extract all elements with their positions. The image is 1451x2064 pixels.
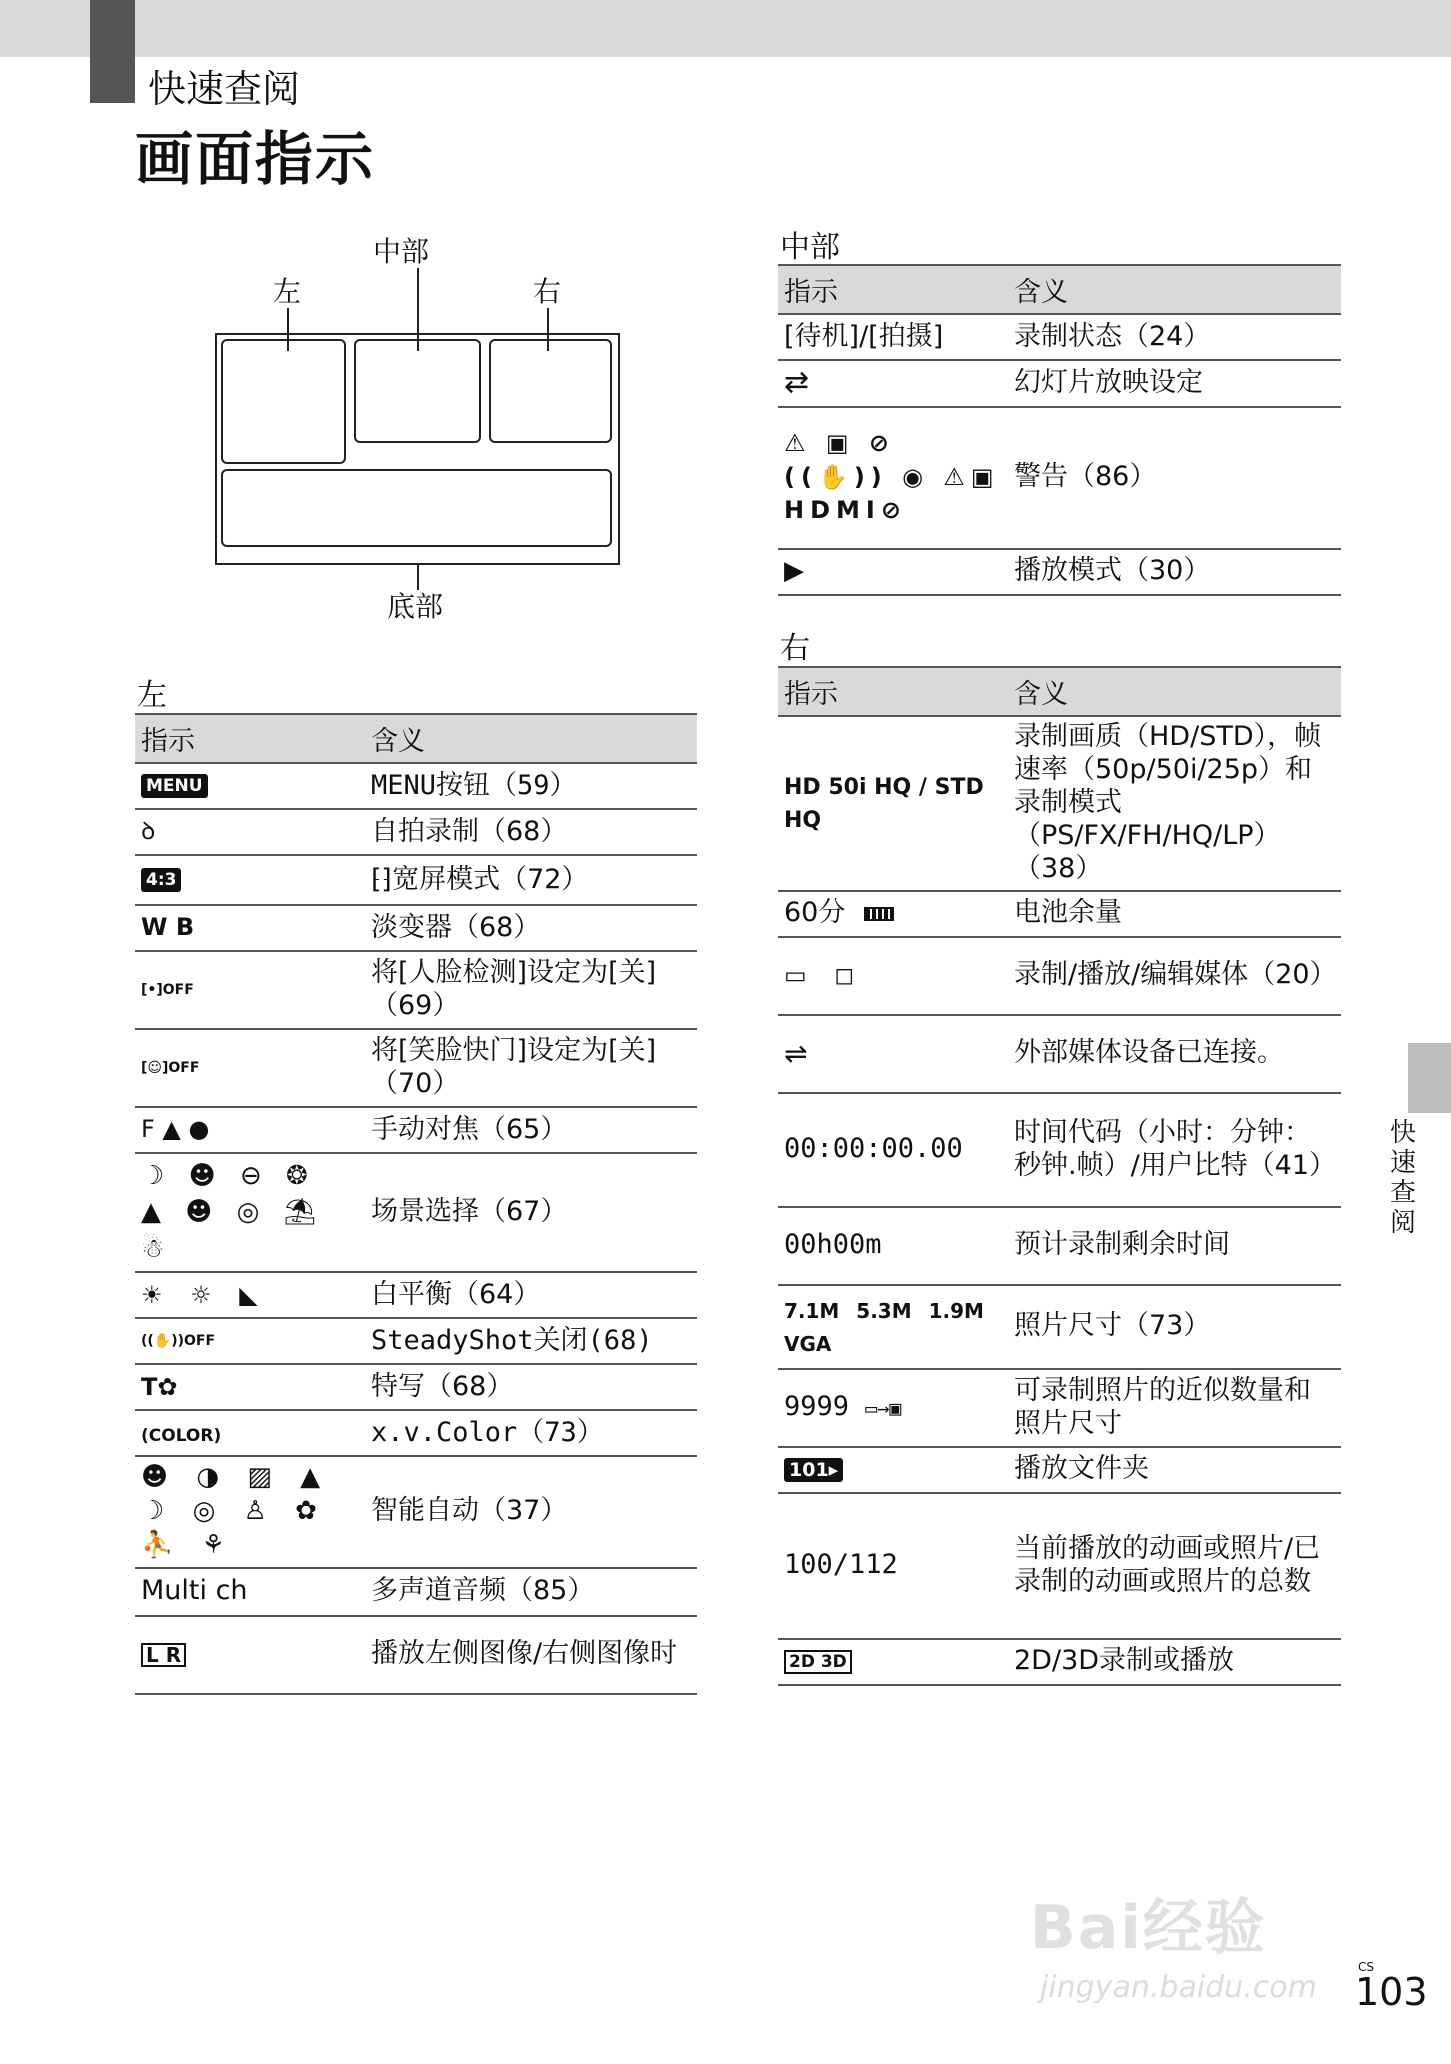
- header-band: [0, 0, 1451, 57]
- col-indicator: 指示: [778, 667, 1008, 716]
- area-center: [354, 339, 481, 443]
- watermark-brand: Bai经验: [1030, 1893, 1267, 1963]
- fader-icon: W B: [141, 913, 195, 942]
- diagram-label-bottom: 底部: [387, 590, 444, 623]
- 2d-3d-icon: 2D 3D: [784, 1650, 852, 1674]
- page-language: CS: [1358, 1960, 1374, 1974]
- table-row: F ▲ ● 手动对焦（65）: [135, 1107, 697, 1153]
- self-timer-icon: ꝺ: [141, 817, 156, 846]
- center-table: [778, 264, 1341, 596]
- table-row: 9999 ▭→▣ 可录制照片的近似数量和照片尺寸: [778, 1369, 1341, 1447]
- screen-diagram: [195, 230, 645, 623]
- battery-icon: [864, 907, 894, 921]
- table-row: 60分 电池余量: [778, 891, 1341, 937]
- col-indicator: 指示: [135, 714, 365, 763]
- table-row: 7.1M 5.3M 1.9M VGA 照片尺寸（73）: [778, 1285, 1341, 1369]
- table-row: 2D 3D 2D/3D录制或播放: [778, 1639, 1341, 1685]
- section-label: 快速查阅: [148, 67, 301, 111]
- side-tab-label: 快速查阅: [1389, 1118, 1416, 1238]
- recording-quality-icon: HD 50i HQ / STD HQ: [784, 775, 984, 834]
- col-meaning: 含义: [1008, 265, 1341, 314]
- right-table-heading: 右: [780, 631, 810, 666]
- scene-selection-icons: ☽ ☻ ⊖ ❂ ▲ ☻ ◎ ⛱ ☃: [141, 1161, 325, 1264]
- table-row: MENU MENU按钮（59）: [135, 763, 697, 809]
- col-indicator: 指示: [778, 265, 1008, 314]
- steadyshot-off-icon: ((✋))OFF: [141, 1332, 216, 1349]
- table-row: 100/112 当前播放的动画或照片/已录制的动画或照片的总数: [778, 1493, 1341, 1639]
- diagram-label-center: 中部: [373, 235, 430, 268]
- table-row: 00h00m 预计录制剩余时间: [778, 1207, 1341, 1285]
- center-table-heading: 中部: [780, 230, 840, 265]
- time-code: 00:00:00.00: [778, 1093, 1008, 1207]
- table-row: ⇄ 幻灯片放映设定: [778, 360, 1341, 407]
- manual-focus-icon: F ▲ ●: [141, 1115, 210, 1144]
- col-meaning: 含义: [1008, 667, 1341, 716]
- table-row: (COLOR) x.v.Color（73）: [135, 1410, 697, 1456]
- slideshow-repeat-icon: ⇄: [784, 365, 810, 400]
- menu-badge-icon: MENU: [141, 774, 208, 798]
- tele-macro-icon: T✿: [141, 1372, 178, 1401]
- left-right-image-icon: L R: [141, 1643, 186, 1667]
- photo-count: 9999: [784, 1391, 850, 1423]
- table-row: 4:3 ⁅⁆宽屏模式（72）: [135, 855, 697, 905]
- area-right: [489, 339, 612, 443]
- remaining-time: 00h00m: [778, 1207, 1008, 1285]
- intelligent-auto-icons: ☻ ◑ ▨ ▲ ☽ ◎ ♙ ✿ ⛹ ⚘: [141, 1462, 331, 1560]
- diagram-label-left: 左: [273, 275, 302, 308]
- aspect-4-3-icon: 4:3: [141, 868, 181, 892]
- table-row: 00:00:00.00 时间代码（小时：分钟：秒钟.帧）/用户比特（41）: [778, 1093, 1341, 1207]
- multi-channel-icon: Multi ch: [141, 1575, 248, 1607]
- watermark-url: jingyan.baidu.com: [1040, 1970, 1317, 2005]
- table-row: T✿ 特写（68）: [135, 1364, 697, 1410]
- playback-folder-icon: 101▸: [784, 1458, 843, 1482]
- photo-size-icons: 7.1M 5.3M 1.9M VGA: [784, 1298, 984, 1356]
- table-row: L R 播放左侧图像/右侧图像时: [135, 1616, 697, 1694]
- table-row: ▭ ◻ 录制/播放/编辑媒体（20）: [778, 937, 1341, 1015]
- smile-shutter-off-icon: [☺]OFF: [141, 1059, 200, 1076]
- header-tab: [90, 0, 135, 103]
- table-row: [待机]/[拍摄] 录制状态（24）: [778, 314, 1341, 360]
- external-media-icon: ⇌: [784, 1036, 808, 1070]
- table-row: Multi ch 多声道音频（85）: [135, 1568, 697, 1616]
- page-number: 103: [1355, 1970, 1428, 2014]
- table-row: ⚠ ▣ ⊘ ((✋)) ◉ ⚠▣ HDMI⊘ 警告（86）: [778, 407, 1341, 549]
- table-row: 101▸ 播放文件夹: [778, 1447, 1341, 1493]
- playback-count: 100/112: [778, 1493, 1008, 1639]
- table-row: [☺]OFF 将[笑脸快门]设定为[关]（70）: [135, 1029, 697, 1107]
- table-row: ☽ ☻ ⊖ ❂ ▲ ☻ ◎ ⛱ ☃ 场景选择（67）: [135, 1153, 697, 1272]
- table-row: HD 50i HQ / STD HQ 录制画质（HD/STD），帧速率（50p/50i/25p）和录制模式（PS/FX/FH/HQ/LP）（38）: [778, 716, 1341, 891]
- col-meaning: 含义: [365, 714, 697, 763]
- left-table: [135, 713, 697, 1695]
- area-bottom: [221, 469, 612, 547]
- table-row: ☻ ◑ ▨ ▲ ☽ ◎ ♙ ✿ ⛹ ⚘ 智能自动（37）: [135, 1456, 697, 1567]
- right-table: [778, 666, 1341, 1686]
- xv-color-icon: (COLOR): [141, 1425, 222, 1446]
- page-title: 画面指示: [135, 125, 376, 193]
- table-row: ⇌ 外部媒体设备已连接。: [778, 1015, 1341, 1093]
- warning-icons: ⚠ ▣ ⊘ ((✋)) ◉ ⚠▣ HDMI⊘: [784, 429, 1000, 525]
- battery-remaining: 60分: [784, 897, 846, 929]
- table-row: ▶ 播放模式（30）: [778, 549, 1341, 595]
- area-left: [221, 339, 346, 464]
- left-table-heading: 左: [137, 678, 167, 713]
- diagram-label-right: 右: [533, 275, 562, 308]
- media-icon: ▭ ◻: [784, 961, 865, 990]
- table-row: ((✋))OFF SteadyShot关闭(68): [135, 1318, 697, 1364]
- face-detect-off-icon: [•]OFF: [141, 981, 194, 998]
- white-balance-icon: ☀ ☼ ◣: [141, 1280, 268, 1309]
- play-mode-icon: ▶: [784, 555, 804, 586]
- photo-media-icon: ▭→▣: [865, 1396, 902, 1421]
- table-row: [•]OFF 将[人脸检测]设定为[关]（69）: [135, 951, 697, 1029]
- table-row: ☀ ☼ ◣ 白平衡（64）: [135, 1272, 697, 1318]
- table-row: ꝺ 自拍录制（68）: [135, 809, 697, 855]
- table-row: W B 淡变器（68）: [135, 905, 697, 951]
- screen-frame: [215, 333, 620, 565]
- side-tab: [1408, 1043, 1451, 1113]
